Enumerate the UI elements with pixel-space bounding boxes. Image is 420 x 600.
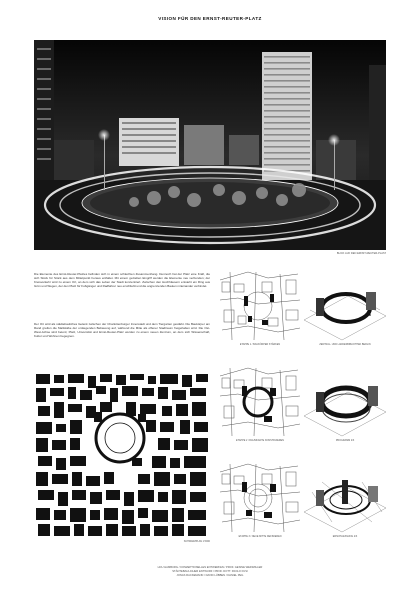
stage-1-axo-label: ZENTRAL- UND LANDESBIBLIOTHEK BERLIN bbox=[319, 343, 371, 346]
footer-line-3: JONAS RACKEMANN / DAVID LÜBBEN / DANIEL PEIL bbox=[176, 574, 244, 577]
stage-1-plan bbox=[218, 270, 302, 342]
stage-2-plan-drawing bbox=[218, 366, 302, 438]
body-paragraph-1: Die Elemente des Ernst-Reuter-Platzes befinden sich in einem schlechten Zusammenhang. Dennoch hat der Platz eine Kraft, die sich Stück für Stück aus dem Mittelpunkt heraus entfaltet. Mit einem gezielten Eingriff werden die Elemente neu verbunden; der Kreisverkehr wird zu einem Ort, an dem sich das Leben der Stadt konzentriert. Zwischen den Hochhäusern entsteht ein Ring aus Grün und Wegen, der den Platz für Fußgänger und Radfahrer neu erschließt und die angrenzenden Bauten miteinander verbindet. bbox=[34, 272, 210, 289]
poster-title: VISION FÜR DEN ERNST-REUTER-PLATZ bbox=[158, 16, 262, 21]
stage-1-axonometric bbox=[302, 270, 388, 342]
figure-ground-caption: SCHWARZPLAN 1:5000 bbox=[183, 540, 210, 543]
figure-ground-map bbox=[34, 372, 210, 538]
night-roundabout-image bbox=[34, 40, 386, 250]
stage-2-axo-label: PROGRAMM 2/3 bbox=[335, 439, 355, 442]
stage-2-axonometric bbox=[302, 366, 388, 438]
stage-3-axo-label: ERSCHLIESSUNG 2/3 bbox=[332, 535, 358, 538]
stage-3-plan-drawing bbox=[218, 462, 302, 534]
figure-ground-plan bbox=[34, 372, 210, 538]
stage-2-plan bbox=[218, 366, 302, 438]
stage-3-axonometric bbox=[302, 462, 388, 534]
photo-caption: BLICK AUF DEN ERNST-REUTER-PLATZ bbox=[336, 252, 386, 255]
stage-2-axo-drawing bbox=[302, 366, 388, 438]
stage-1-axo-drawing bbox=[302, 270, 388, 342]
footer-line-1: HCU HAMBURG / KONZEPTIONELLES ENTWERFEN / PROF. GESINE WEINMILLER bbox=[157, 566, 263, 569]
stage-3-label: ETAPPE 3 / NEUE MITTE DEFINIEREN bbox=[238, 535, 282, 538]
stage-2-label: ETAPPE 2 / RAUMKANTE KONSTRUIEREN bbox=[236, 439, 284, 442]
body-paragraph-2: Der Ort wird als städtebauliches Gelenk zwischen der Charlottenburger Innenstadt und dem Tiergarten gestärkt. Die Baukörper am Rand greifen die Maßstäbe der umliegenden Bebauung auf, während die Mitte als offener Stadtraum freigehalten wird. Die Ost-West-Achse wird betont; Platz, Universität und Ernst-Reuter-Platz werden zu einem neuen Zentrum, an dem sich Wissenschaft, Kultur und Wohnen begegnen. bbox=[34, 322, 210, 339]
stage-1-label: ETAPPE 1 / BAUKÖRPER STÄRKEN bbox=[239, 343, 281, 346]
stage-3-axo-drawing bbox=[302, 462, 388, 534]
footer-line-2: STÄDTEBAULICHER ENTWURF / PROF. DOTT. PAOLO FUSI bbox=[172, 570, 248, 573]
stage-1-plan-drawing bbox=[218, 270, 302, 342]
hero-photo bbox=[34, 40, 386, 250]
stage-3-plan bbox=[218, 462, 302, 534]
